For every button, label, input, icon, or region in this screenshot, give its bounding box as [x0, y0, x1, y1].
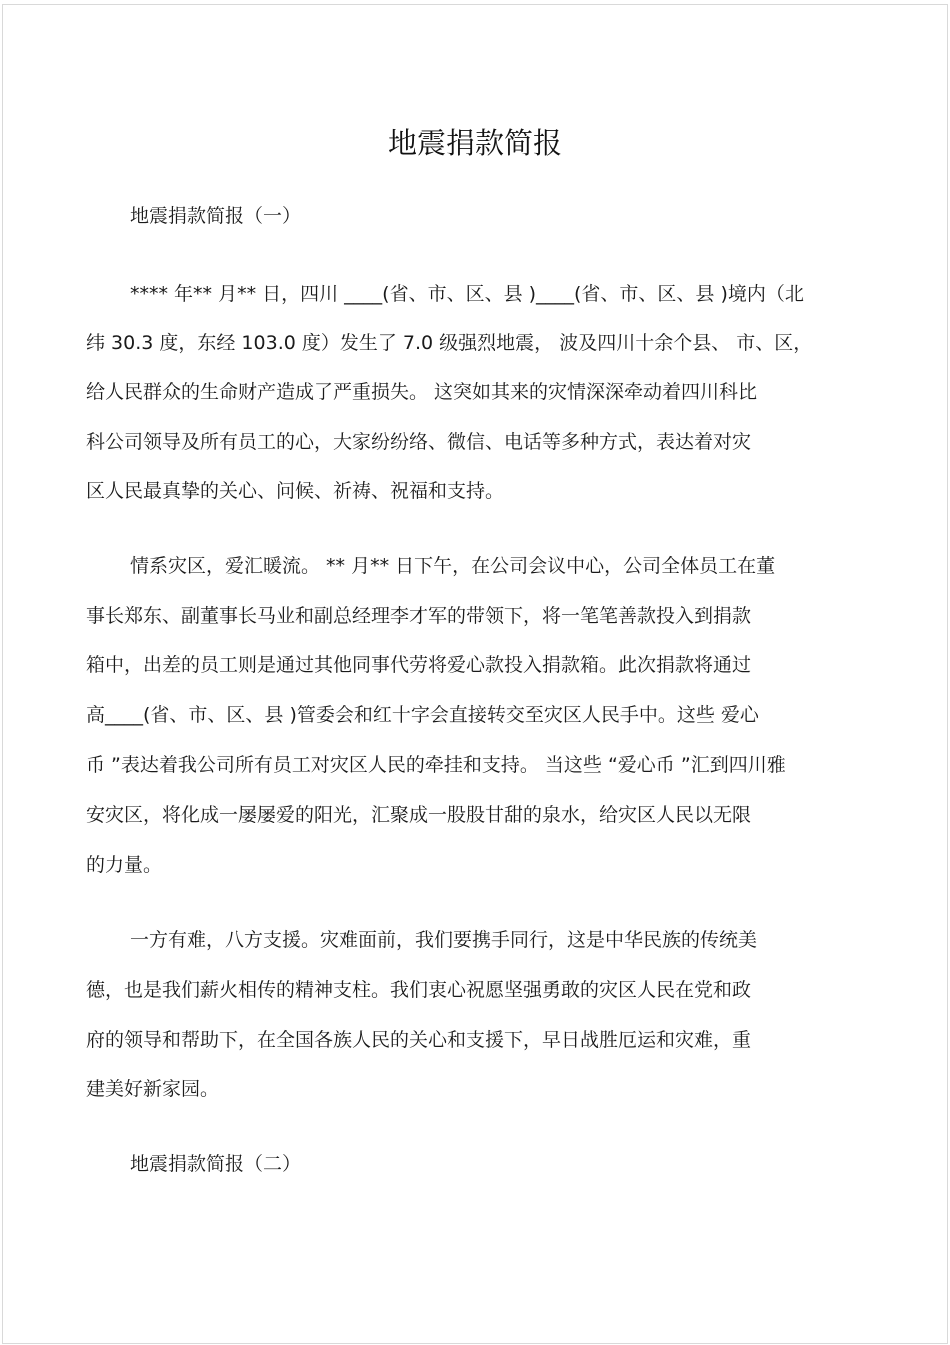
- paragraph-2-line-6: 安灾区，将化成一屡屡爱的阳光，汇聚成一股股甘甜的泉水，给灾区人民以无限: [86, 804, 752, 826]
- paragraph-2-line-7: 的力量。: [86, 854, 163, 876]
- paragraph-1-line-1: **** 年** 月** 日，四川 ____(省、市、区、县 )____(省、市、区、县 )境内（北: [130, 283, 804, 305]
- paragraph-1-line-2: 纬 30.3 度，东经 103.0 度）发生了 7.0 级强烈地震， 波及四川十余个县、 市、区，: [86, 332, 813, 354]
- paragraph-2-line-3: 箱中，出差的员工则是通过其他同事代劳将爱心款投入捐款箱。此次捐款将通过: [86, 654, 752, 676]
- paragraph-3-line-1: 一方有难，八方支援。灾难面前，我们要携手同行，这是中华民族的传统美: [130, 929, 758, 951]
- paragraph-1-line-4: 科公司领导及所有员工的心，大家纷纷络、微信、电话等多种方式，表达着对灾: [86, 431, 752, 453]
- paragraph-2-line-2: 事长郑东、副董事长马业和副总经理李才军的带领下，将一笔笔善款投入到捐款: [86, 605, 752, 627]
- paragraph-3-line-4: 建美好新家园。: [86, 1078, 220, 1100]
- paragraph-3-line-2: 德，也是我们薪火相传的精神支柱。我们衷心祝愿坚强勇敢的灾区人民在党和政: [86, 979, 752, 1001]
- paragraph-3-line-3: 府的领导和帮助下，在全国各族人民的关心和支援下，早日战胜厄运和灾难，重: [86, 1029, 752, 1051]
- paragraph-2-line-4: 高____(省、市、区、县 )管委会和红十字会直接转交至灾区人民手中。这些 爱心: [86, 704, 759, 726]
- paragraph-1-line-3: 给人民群众的生命财产造成了严重损失。 这突如其来的灾情深深牵动着四川科比: [86, 381, 758, 403]
- paragraph-2-line-5: 币 ”表达着我公司所有员工对灾区人民的牵挂和支持。 当这些 “爱心币 ”汇到四川雅: [86, 754, 786, 776]
- paragraph-2-line-1: 情系灾区，爱汇暖流。 ** 月** 日下午，在公司会议中心，公司全体员工在董: [130, 555, 776, 577]
- section-heading-2: 地震捐款简报（二）: [130, 1153, 302, 1175]
- document-title: 地震捐款简报: [387, 126, 562, 160]
- section-heading-1: 地震捐款简报（一）: [130, 205, 302, 227]
- paragraph-1-line-5: 区人民最真挚的关心、问候、祈祷、祝福和支持。: [86, 480, 505, 502]
